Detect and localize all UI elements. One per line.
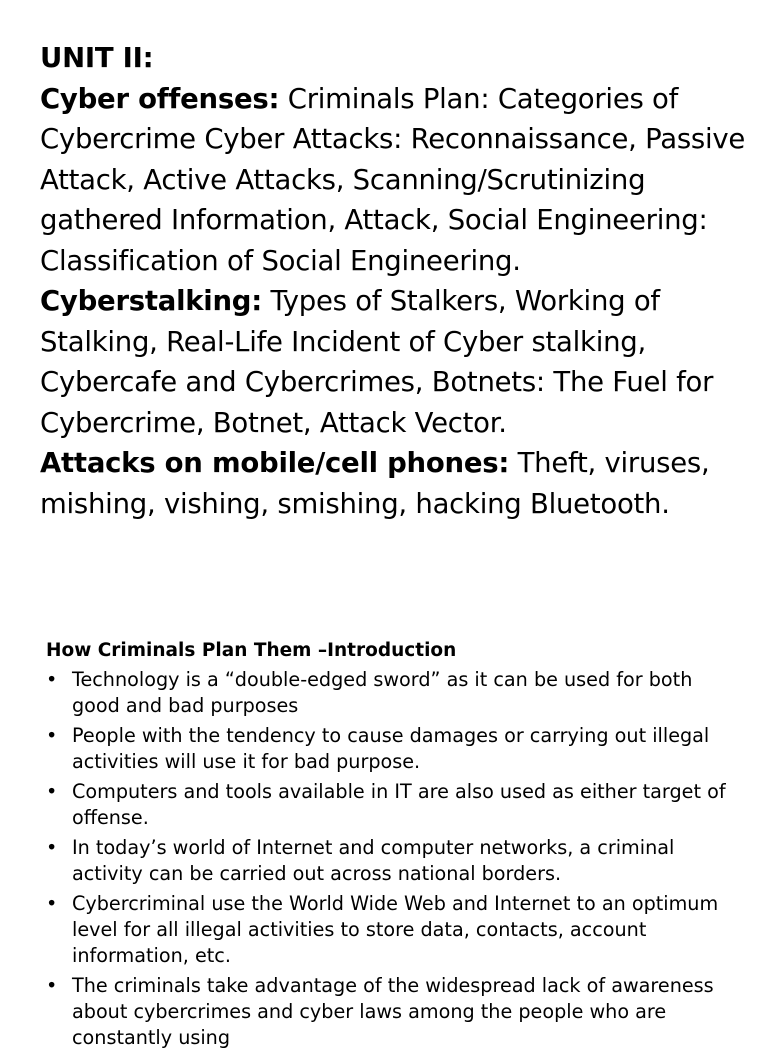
- list-item: [46, 891, 726, 969]
- section-mobile-attacks: [40, 443, 752, 524]
- list-item: [46, 973, 726, 1051]
- section-cyber-offenses: [40, 79, 752, 282]
- bullet-list: [46, 667, 726, 1051]
- list-item-text: Technology is a “double-edged sword” as it can be used for both good and bad purposes: [72, 668, 693, 717]
- list-item: [46, 779, 726, 831]
- section-heading: Cyber offenses:: [40, 82, 280, 115]
- section-text: Types of Stalkers, Working of Stalking, Real-Life Incident of Cyber stalking, Cybercafe and Cybercrimes, Botnets: The Fuel for Cybercrime, Botnet, Attack Vector.: [40, 285, 714, 439]
- section-text: Criminals Plan: Categories of Cybercrime Cyber Attacks: Reconnaissance, Passive Attack, Active Attacks, Scanning/Scrutinizing gathered Information, Attack, Social Engineering: Classification of Social Engineering.: [40, 82, 746, 277]
- bullet-icon: •: [46, 668, 58, 691]
- bullet-icon: •: [46, 780, 58, 803]
- list-item: [46, 723, 726, 775]
- section-heading: Attacks on mobile/cell phones:: [40, 447, 510, 479]
- slide-unit-overview: [40, 38, 752, 524]
- bullet-icon: •: [46, 892, 58, 915]
- unit-title: UNIT II:: [40, 42, 154, 74]
- list-item-text: In today’s world of Internet and computer networks, a criminal activity can be carried out across national borders.: [72, 836, 675, 885]
- section-heading: Cyberstalking:: [40, 285, 262, 317]
- bullet-icon: •: [46, 974, 58, 997]
- bullet-icon: •: [46, 724, 58, 747]
- slide-heading: How Criminals Plan Them –Introduction: [46, 640, 457, 661]
- list-item: [46, 835, 726, 887]
- slide-criminals-plan-intro: [46, 638, 726, 1055]
- list-item-text: People with the tendency to cause damages or carrying out illegal activities will use it for bad purpose.: [72, 724, 710, 773]
- bullet-icon: •: [46, 836, 58, 859]
- section-text: Theft, viruses, mishing, vishing, smishing, hacking Bluetooth.: [40, 447, 710, 520]
- list-item-text: The criminals take advantage of the widespread lack of awareness about cybercrimes and cyber laws among the people who are constantly using: [72, 974, 714, 1049]
- list-item-text: Cybercriminal use the World Wide Web and Internet to an optimum level for all illegal activities to store data, contacts, account information, etc.: [72, 892, 719, 967]
- list-item: [46, 667, 726, 719]
- section-cyberstalking: [40, 281, 752, 443]
- list-item-text: Computers and tools available in IT are also used as either target of offense.: [72, 780, 726, 829]
